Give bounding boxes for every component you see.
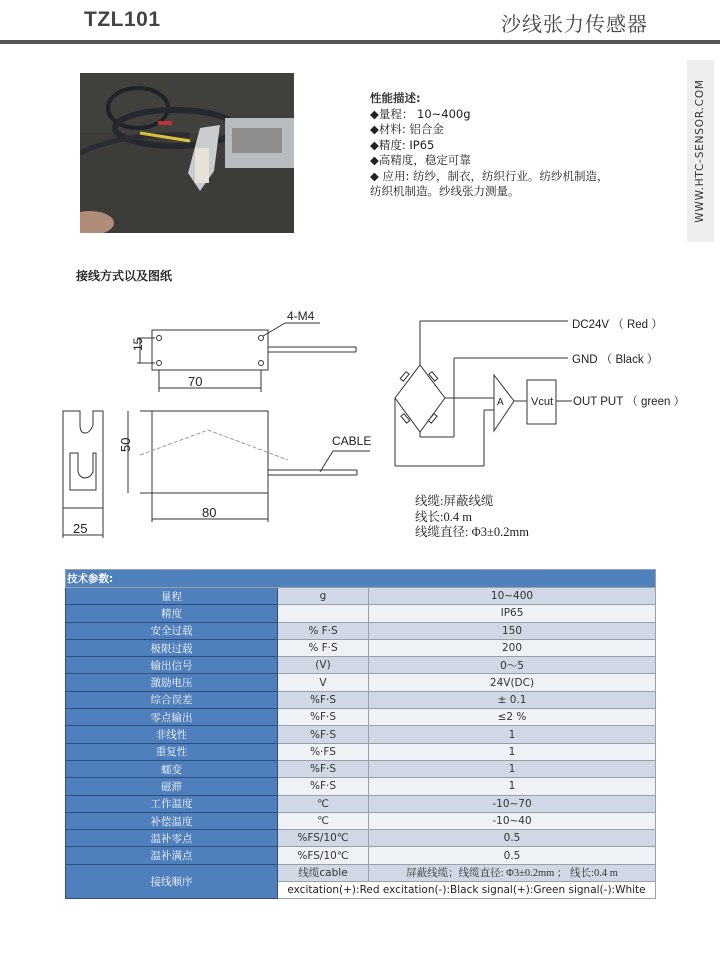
spec-value: 150 [369, 622, 656, 639]
spec-unit: g [278, 588, 369, 605]
wiring-section-title: 接线方式以及图纸 [76, 269, 173, 283]
spec-value: ± 0.1 [369, 691, 656, 708]
spec-row [66, 691, 656, 708]
spec-row [66, 709, 656, 726]
spec-value: 0.5 [369, 830, 656, 847]
spec-unit: %FS/10℃ [278, 830, 369, 847]
spec-label: 非线性 [66, 726, 278, 743]
connection-cable-value: 屏蔽线缆；线缆直径: Φ3±0.2mm ； 线长:0.4 m [369, 864, 656, 881]
spec-value: 0.5 [369, 847, 656, 864]
connection-cable-unit: 线缆cable [278, 864, 369, 881]
spec-row [66, 743, 656, 760]
spec-unit: %·FS [278, 743, 369, 760]
side-view-body [63, 411, 103, 508]
feature-item: 纺织机制造。纱线张力测量。 [370, 184, 520, 198]
spec-unit: % F·S [278, 639, 369, 656]
spec-row [66, 588, 656, 605]
spec-unit [278, 605, 369, 622]
spec-label: 综合误差 [66, 691, 278, 708]
spec-row [66, 657, 656, 674]
spec-value: -10~70 [369, 795, 656, 812]
feature-item: ◆量程： 10~400g [370, 106, 471, 121]
spec-label: 零点输出 [66, 709, 278, 726]
cable-length: 线长:0.4 m [415, 509, 472, 524]
spec-label: 补偿温度 [66, 812, 278, 829]
spec-label: 量程 [66, 588, 278, 605]
vcut-label: Vcut [531, 396, 554, 408]
spec-unit: %F·S [278, 691, 369, 708]
ground-label: GND （ Black ） [572, 354, 659, 366]
spec-value: 10~400 [369, 588, 656, 605]
spec-table [65, 569, 656, 899]
spec-unit: %F·S [278, 760, 369, 777]
spec-value: 200 [369, 639, 656, 656]
mount-hole [259, 336, 264, 341]
spec-value: 0～5 [369, 657, 656, 674]
spec-unit: % F·S [278, 622, 369, 639]
wheatstone-bridge [395, 365, 445, 432]
spec-label: 温补零点 [66, 830, 278, 847]
spec-value: ≤2 % [369, 709, 656, 726]
resistor [401, 414, 410, 423]
mount-hole [157, 336, 162, 341]
cable-type: 线缆:屏蔽线缆 [415, 494, 494, 508]
spec-row [66, 795, 656, 812]
spec-label: 蠕变 [66, 760, 278, 777]
cable-info [415, 494, 529, 541]
header-model: TZL101 [84, 8, 161, 31]
spec-label: 温补满点 [66, 847, 278, 864]
top-view-body [152, 330, 268, 370]
connection-wire-colors: excitation(+):Red excitation(-):Black signal(+):Green signal(-):White [278, 882, 656, 899]
product-photo-image [80, 73, 294, 233]
spec-value: 1 [369, 760, 656, 777]
header-title: 沙线张力传感器 [501, 12, 648, 36]
header-divider [0, 40, 720, 44]
resistor [429, 372, 438, 381]
spec-label: 激励电压 [66, 674, 278, 691]
features-title: 性能描述: [370, 91, 421, 105]
spec-label: 输出信号 [66, 657, 278, 674]
spec-value: 24V(DC) [369, 674, 656, 691]
front-view-body [152, 411, 268, 493]
spec-label: 磁滞 [66, 778, 278, 795]
feature-item: ◆高精度，稳定可靠 [370, 153, 471, 167]
feature-item: ◆材料: 铝合金 [370, 122, 444, 136]
spec-value: 1 [369, 743, 656, 760]
spec-unit: ℃ [278, 795, 369, 812]
spec-row [66, 674, 656, 691]
spec-value: -10~40 [369, 812, 656, 829]
features-block [370, 91, 609, 200]
spec-unit: ℃ [278, 812, 369, 829]
amp-label: A [497, 397, 504, 408]
spec-table-title: 技术参数: [66, 570, 656, 588]
technical-drawing [0, 280, 720, 540]
power-label: DC24V （ Red ） [572, 319, 663, 331]
spec-unit: %F·S [278, 709, 369, 726]
spec-label: 重复性 [66, 743, 278, 760]
resistor [400, 372, 409, 381]
feature-item: ◆精度: IP65 [370, 137, 435, 152]
feature-item: ◆ 应用: 纺纱，制衣，纺织行业。纺纱机制造， [370, 168, 609, 183]
holes-label: 4-M4 [287, 309, 315, 323]
spec-label: 极限过载 [66, 639, 278, 656]
spec-row [66, 726, 656, 743]
spec-unit: V [278, 674, 369, 691]
dim-50: 50 [118, 437, 133, 452]
resistor [428, 414, 437, 423]
spec-label: 工作温度 [66, 795, 278, 812]
spec-row [66, 605, 656, 622]
dim-25: 25 [73, 521, 88, 536]
mount-hole [259, 361, 264, 366]
spec-row [66, 778, 656, 795]
dim-70: 70 [188, 374, 203, 389]
output-label: OUT PUT （ green ） [573, 396, 686, 408]
spec-row [66, 760, 656, 777]
spec-row [66, 812, 656, 829]
spec-row [66, 639, 656, 656]
spec-value: 1 [369, 726, 656, 743]
connection-label: 接线顺序 [66, 864, 278, 899]
spec-value: 1 [369, 778, 656, 795]
spec-label: 安全过载 [66, 622, 278, 639]
website-label: WWW.HTC-SENSOR.COM [694, 79, 706, 223]
spec-unit: %FS/10℃ [278, 847, 369, 864]
dim-15: 15 [131, 337, 145, 351]
cable-label: CABLE [332, 434, 372, 448]
mount-hole [157, 361, 162, 366]
product-photo [80, 73, 294, 233]
spec-unit: %F·S [278, 778, 369, 795]
spec-label: 精度 [66, 605, 278, 622]
cable-diameter: 线缆直径: Φ3±0.2mm [415, 525, 529, 539]
dim-80: 80 [202, 505, 217, 520]
spec-unit: (V) [278, 657, 369, 674]
spec-unit: %F·S [278, 726, 369, 743]
spec-value: IP65 [369, 605, 656, 622]
spec-row [66, 622, 656, 639]
spec-row [66, 847, 656, 864]
spec-row [66, 830, 656, 847]
